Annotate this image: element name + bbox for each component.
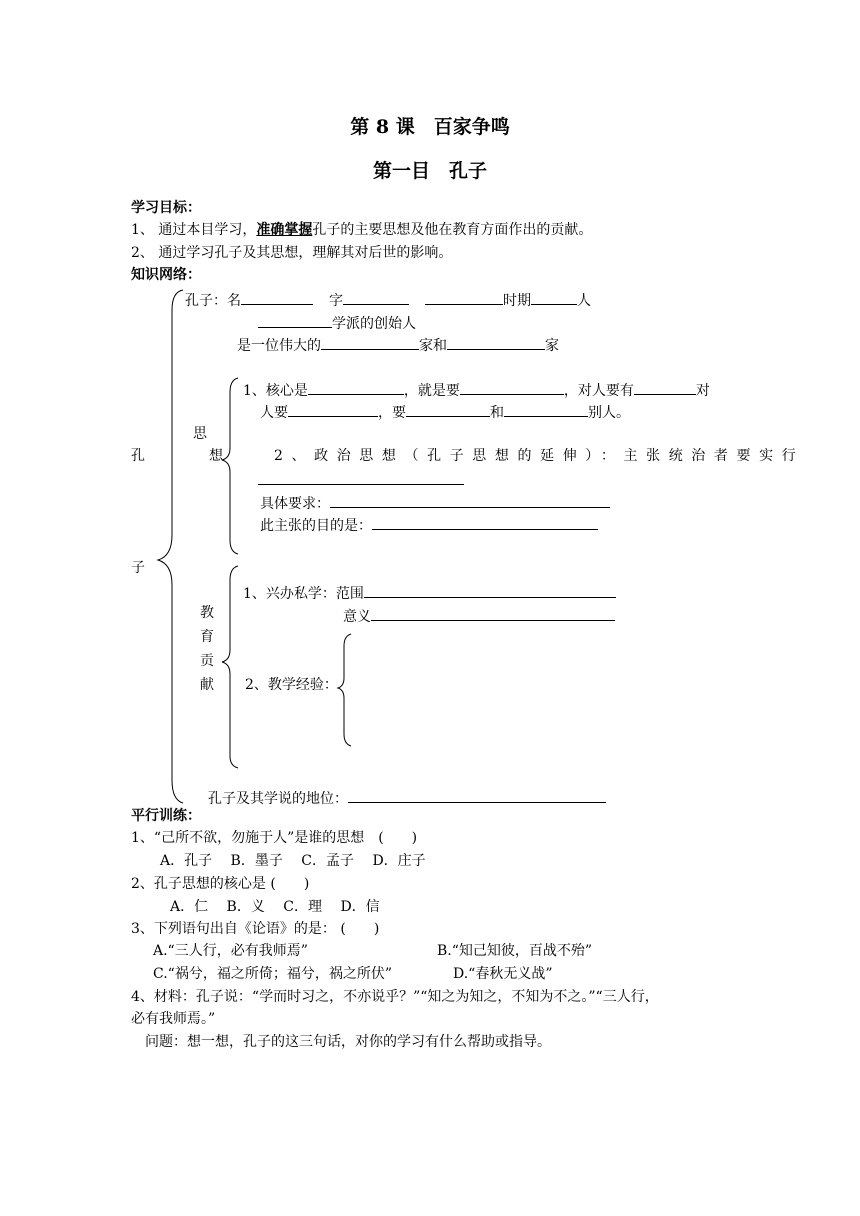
thought-core-line-2: [260, 402, 630, 422]
education-char-3: 贡: [200, 653, 214, 669]
network-heading: 知识网络：: [131, 267, 201, 283]
private-school-label: 1、兴办私学：范围: [243, 586, 364, 602]
question-2: 2、孔子思想的核心是 ( ): [131, 876, 310, 892]
name-blank[interactable]: [241, 290, 313, 305]
education-label: [199, 601, 215, 697]
meaning-label: 意义: [343, 609, 371, 625]
root-char-zi: 子: [131, 560, 145, 576]
core-blank-3[interactable]: [634, 380, 696, 395]
education-private-school: [243, 583, 616, 603]
person-label: 人: [577, 293, 591, 309]
question-3: 3、下列语句出自《论语》的是： ( ): [131, 921, 380, 937]
period-blank[interactable]: [425, 290, 503, 305]
private-scope-blank[interactable]: [364, 583, 616, 598]
zi-label: 字: [329, 293, 343, 309]
thought-label-si: 思: [193, 426, 207, 442]
and-label: 家和: [419, 338, 447, 354]
main-brace: [158, 290, 183, 803]
period-label: 时期: [503, 293, 531, 309]
question-4-line-2: 必有我师焉。”: [131, 1011, 216, 1027]
line2-end: 别人。: [588, 405, 630, 421]
goal-item-2: 2、 通过学习孔子及其思想，理解其对后世的影响。: [131, 245, 453, 261]
core-mid-2: ，对人要有: [563, 383, 634, 399]
page-subtitle: 第一目 孔子: [372, 160, 487, 182]
question-4-line-1: 4、材料：孔子说：“学而时习之，不亦说乎？”“知之为知之，不知为不之。”“三人行，: [131, 989, 659, 1005]
thought-requirement: [260, 493, 610, 513]
goal-item-1-suffix: 孔子的主要思想及他在教育方面作出的贡献。: [312, 222, 593, 238]
teaching-brace: [338, 634, 351, 746]
question-2-options: A．仁 B．义 C．理 D．信: [170, 899, 380, 915]
line2-blank-1[interactable]: [288, 402, 378, 417]
person-blank[interactable]: [531, 290, 577, 305]
status-blank[interactable]: [348, 788, 606, 803]
question-1-options: A．孔子 B．墨子 C．孟子 D．庄子: [160, 853, 426, 869]
name-label: 孔子：名: [185, 293, 241, 309]
thought-purpose: [260, 515, 598, 535]
goals-heading: 学习目标：: [131, 200, 201, 216]
intro-line-2: [258, 313, 416, 333]
question-1: 1、“己所不欲，勿施于人”是谁的思想 ( ): [131, 830, 418, 846]
question-3-option-c: C.“祸兮，福之所倚；福兮，祸之所伏”: [153, 966, 392, 982]
page-title: 第 8 课 百家争鸣: [350, 116, 510, 138]
thought-label-xiang: 想: [209, 448, 223, 464]
school-label: 学派的创始人: [332, 316, 416, 332]
line2-and: 和: [490, 405, 504, 421]
question-3-option-a: A.“三人行，必有我师焉”: [153, 943, 308, 959]
purpose-label: 此主张的目的是：: [260, 518, 372, 534]
education-teaching: 2、教学经验：: [245, 677, 338, 693]
line2-mid: ，要: [378, 405, 406, 421]
status-label: 孔子及其学说的地位：: [208, 791, 348, 807]
politics-blank-line: [258, 470, 464, 490]
question-3-option-d: D.“春秋无义战”: [453, 966, 553, 982]
education-char-2: 育: [200, 629, 214, 645]
education-char-4: 献: [200, 677, 214, 693]
question-3-option-b: B.“知己知彼，百战不殆”: [437, 943, 593, 959]
great-blank-2[interactable]: [447, 335, 545, 350]
zi-blank[interactable]: [343, 290, 409, 305]
education-brace: [222, 566, 238, 768]
practice-heading: 平行训练：: [131, 808, 201, 824]
intro-line-3: [237, 335, 559, 355]
purpose-blank[interactable]: [372, 515, 598, 530]
jia-label: 家: [545, 338, 559, 354]
requirement-label: 具体要求：: [260, 496, 330, 512]
meaning-blank[interactable]: [371, 606, 615, 621]
core-end: 对: [695, 383, 710, 399]
status-line: [208, 788, 606, 808]
line2-prefix: 人要: [260, 405, 288, 421]
thought-politics: 2、政治思想（孔子思想的延伸）：主张统治者要实行: [274, 448, 805, 464]
education-char-1: 教: [200, 605, 214, 621]
thought-brace: [222, 378, 238, 554]
thought-core-line-1: [243, 380, 710, 400]
core-blank-2[interactable]: [460, 380, 564, 395]
root-char-kong: 孔: [131, 448, 145, 464]
intro-line-1: [185, 290, 591, 310]
core-prefix: 1、核心是: [243, 383, 308, 399]
core-mid: ，就是要: [403, 383, 460, 399]
goal-item-1-prefix: 1、 通过本目学习，: [131, 222, 257, 238]
goal-item-1-emphasis: 准确掌握: [256, 222, 313, 238]
core-blank-1[interactable]: [308, 380, 404, 395]
politics-blank[interactable]: [258, 470, 464, 485]
line2-blank-3[interactable]: [504, 402, 588, 417]
great-blank-1[interactable]: [321, 335, 419, 350]
question-4-prompt: 问题：想一想，孔子的这三句话，对你的学习有什么帮助或指导。: [145, 1034, 551, 1050]
line2-blank-2[interactable]: [406, 402, 490, 417]
education-meaning: [343, 606, 615, 626]
school-blank[interactable]: [258, 313, 332, 328]
requirement-blank[interactable]: [330, 493, 610, 508]
great-prefix: 是一位伟大的: [237, 338, 321, 354]
